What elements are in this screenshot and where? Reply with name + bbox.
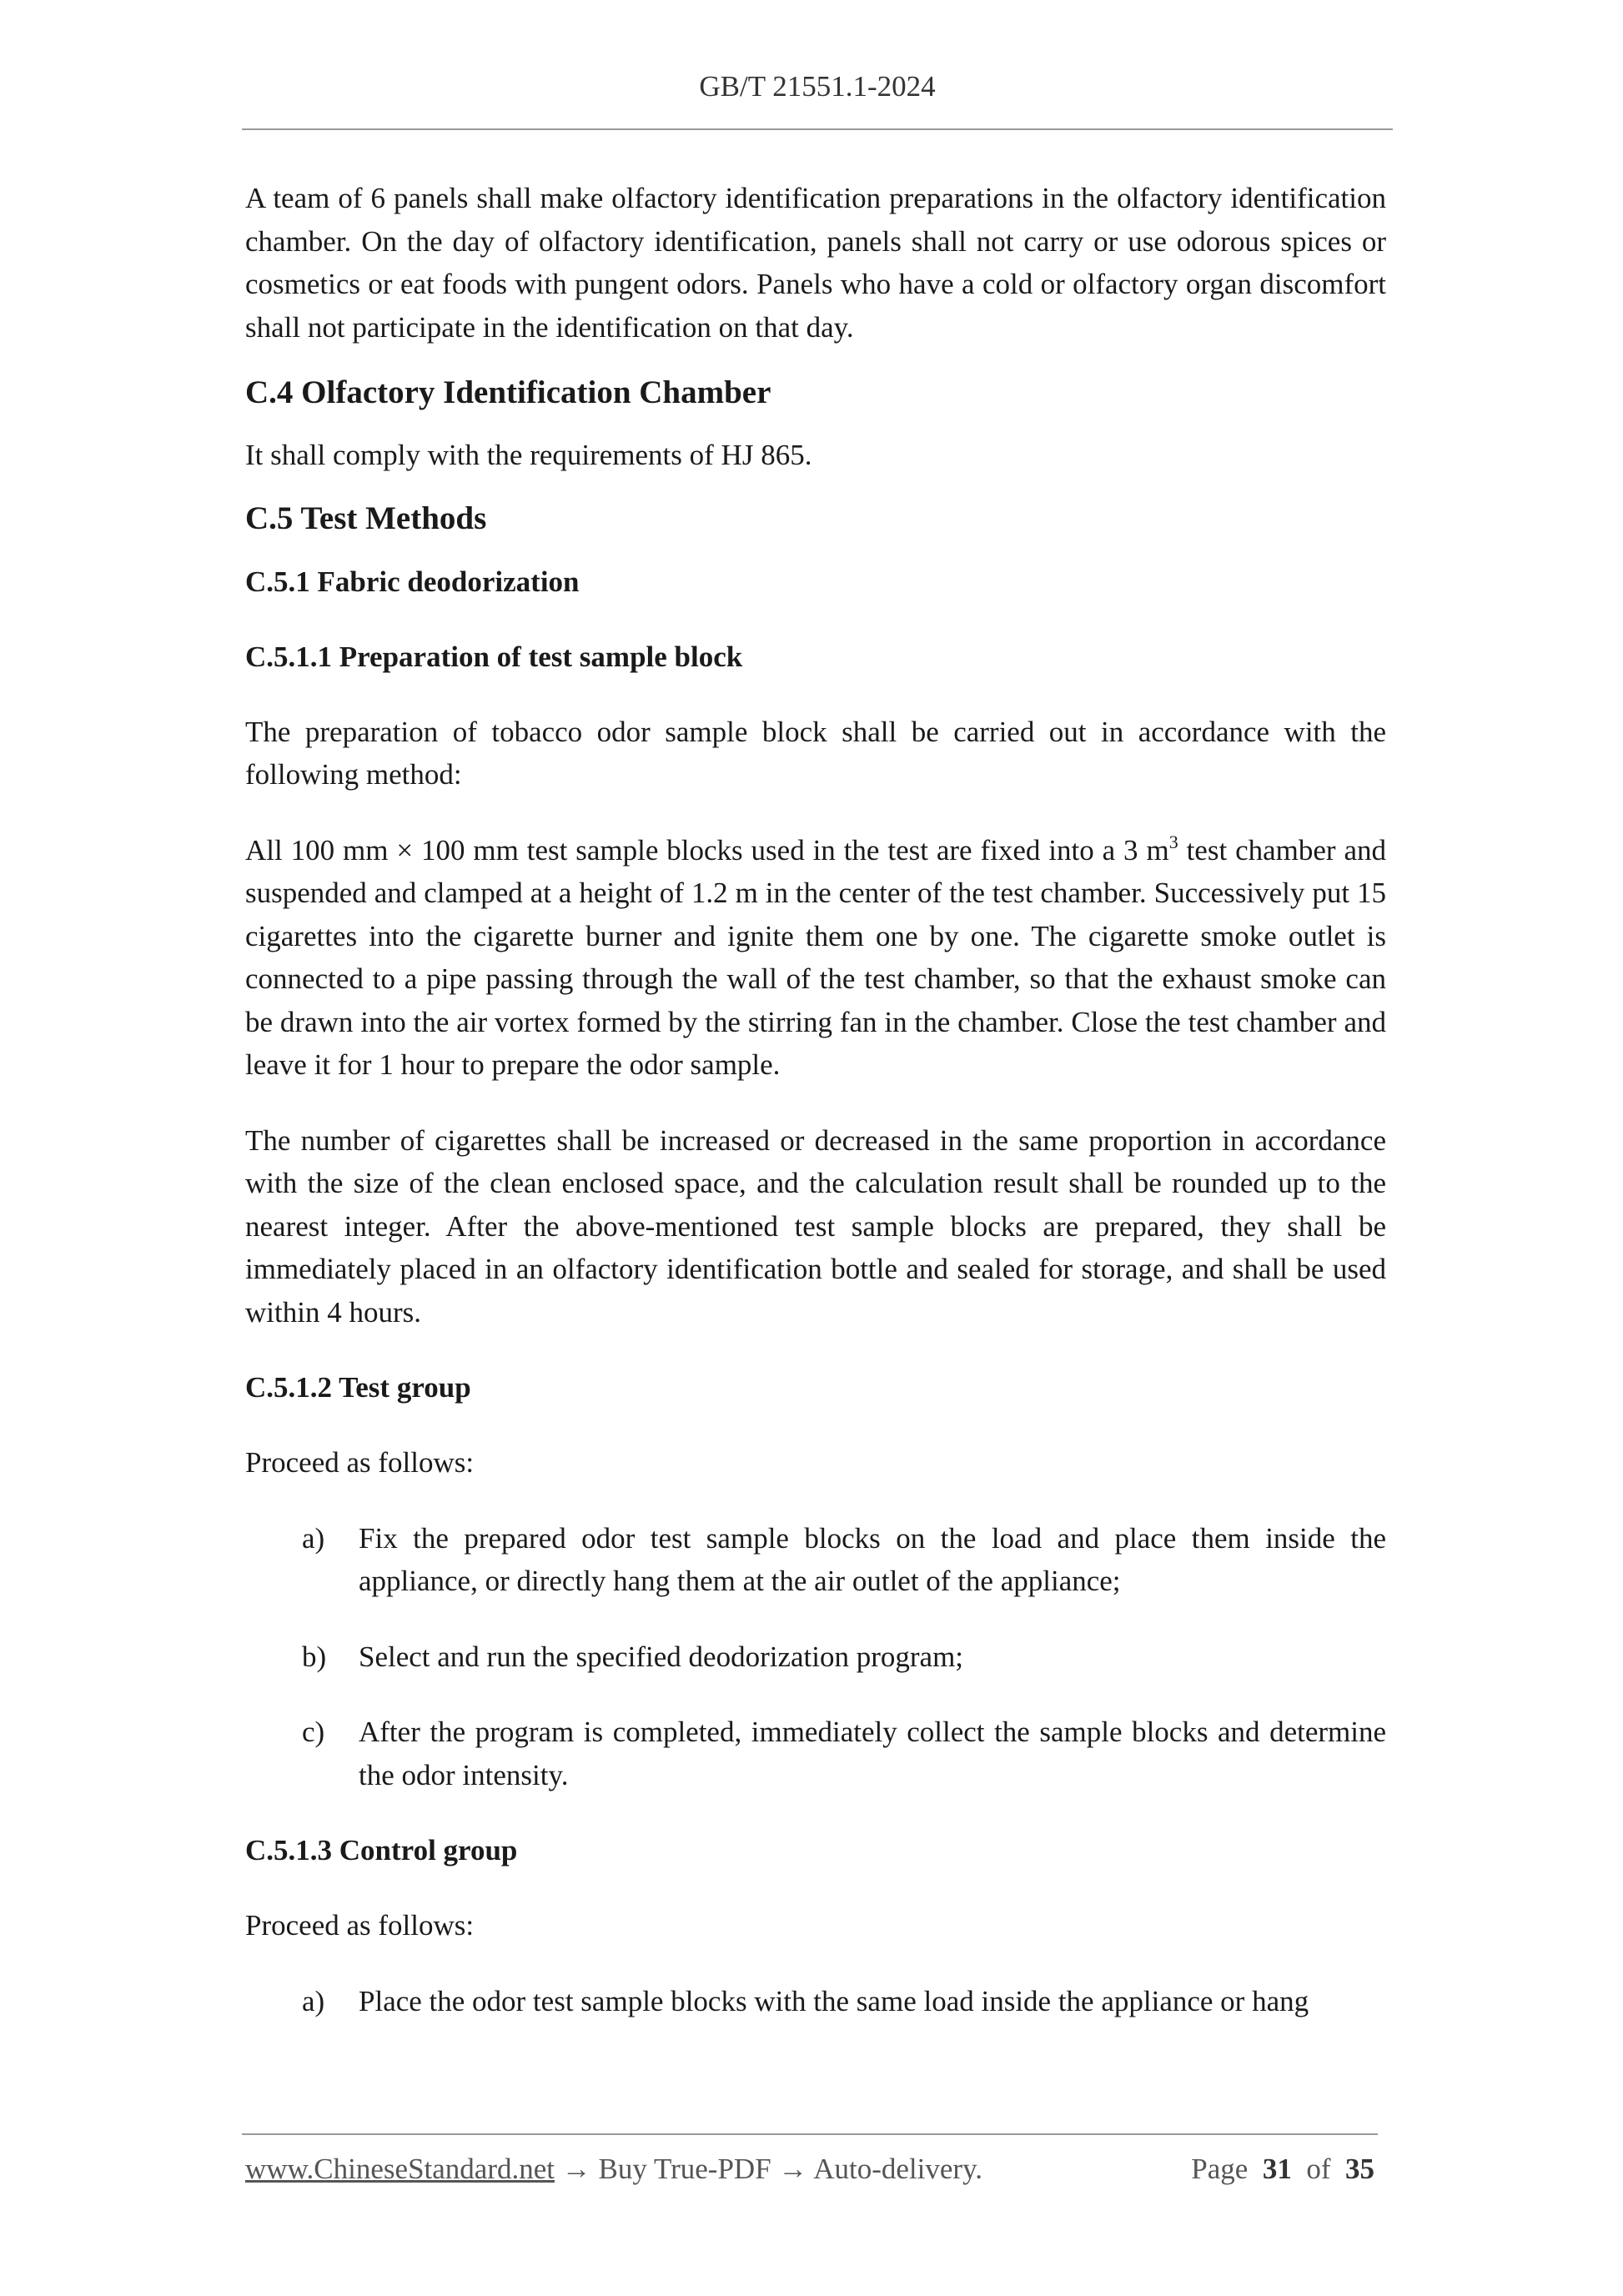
paragraph-c511-intro: The preparation of tobacco odor sample block shall be carried out in accordance with the following method: — [245, 715, 1386, 791]
page-word: Page — [1191, 2153, 1249, 2185]
subsection-heading-c51: C.5.1 Fabric deodorization — [245, 565, 580, 598]
website-link[interactable]: www.ChineseStandard.net — [245, 2153, 555, 2185]
paragraph-c4: It shall comply with the requirements of HJ 865. — [245, 439, 812, 471]
subsection-heading-c511: C.5.1.1 Preparation of test sample block — [245, 640, 743, 673]
list-item-text: Select and run the specified deodorization program; — [359, 1640, 964, 1673]
footer-promo — [245, 2153, 982, 2186]
list-marker: a) — [302, 1521, 325, 1555]
list-item — [245, 1980, 1386, 2023]
of-word: of — [1306, 2153, 1331, 2185]
list-item-text: Place the odor test sample blocks with the same load inside the appliance or hang — [359, 1984, 1309, 2017]
paragraph-panel-preparation: A team of 6 panels shall make olfactory identification preparations in the olfactory identification chamber. On the day of olfactory identification, panels shall not carry or use odorous spices or cosmetics or eat foods with pungent odors. Panels who have a cold or olfactory organ discomfort shall not participate in the identification on that day. — [245, 182, 1386, 344]
subsection-heading-c513: C.5.1.3 Control group — [245, 1834, 518, 1866]
list-marker: c) — [302, 1716, 325, 1748]
page-total: 35 — [1345, 2153, 1374, 2185]
buy-pdf-text: → Buy True-PDF — [555, 2153, 779, 2185]
list-marker: a) — [302, 1984, 325, 2017]
method-text-end: test chamber and suspended and clamped at a height of 1.2 m in the center of the test chamber. Successively put 15 cigarettes into the cigarette burner and ignite them one by one. The cigarette smoke outlet is connected to a pipe passing through the wall of the test chamber, so that the exhaust smoke can be drawn into the air vortex formed by the stirring fan in the chamber. Close the test chamber and leave it for 1 hour to prepare the odor sample. — [245, 833, 1386, 1081]
list-item — [245, 1711, 1386, 1796]
list-item — [245, 1635, 1386, 1679]
section-heading-c5: C.5 Test Methods — [245, 500, 487, 536]
auto-delivery-text: → Auto-delivery. — [778, 2153, 983, 2185]
page-number: 31 — [1262, 2153, 1292, 2185]
list-marker: b) — [302, 1640, 327, 1673]
list-item-text: Fix the prepared odor test sample blocks on the load and place them inside the appliance, or directly hang them at the air outlet of the appliance; — [359, 1521, 1386, 1597]
method-text-start: All 100 mm × 100 mm test sample blocks used in the test are fixed into a 3 m — [245, 833, 1169, 867]
document-header: GB/T 21551.1-2024 — [699, 70, 936, 103]
header-divider — [242, 128, 1393, 130]
section-heading-c4: C.4 Olfactory Identification Chamber — [245, 374, 771, 410]
page-indicator — [1191, 2153, 1374, 2186]
paragraph-c512: Proceed as follows: — [245, 1446, 475, 1479]
page-body — [245, 177, 1386, 2022]
subsection-heading-c512: C.5.1.2 Test group — [245, 1371, 471, 1404]
list-item-text: After the program is completed, immediately collect the sample blocks and determine the odor intensity. — [359, 1716, 1386, 1791]
list-item — [245, 1517, 1386, 1603]
paragraph-c511-cigarettes: The number of cigarettes shall be increased or decreased in the same proportion in accordance with the size of the clean enclosed space, and the calculation result shall be rounded up to the nearest integer. After the above-mentioned test sample blocks are prepared, they shall be immediately placed in an olfactory identification bottle and sealed for storage, and shall be used within 4 hours. — [245, 1123, 1386, 1329]
superscript-cubic: 3 — [1168, 831, 1178, 852]
page-footer — [245, 2153, 1374, 2186]
paragraph-c513: Proceed as follows: — [245, 1909, 475, 1942]
paragraph-c511-method — [245, 829, 1386, 1087]
footer-divider — [242, 2133, 1378, 2135]
